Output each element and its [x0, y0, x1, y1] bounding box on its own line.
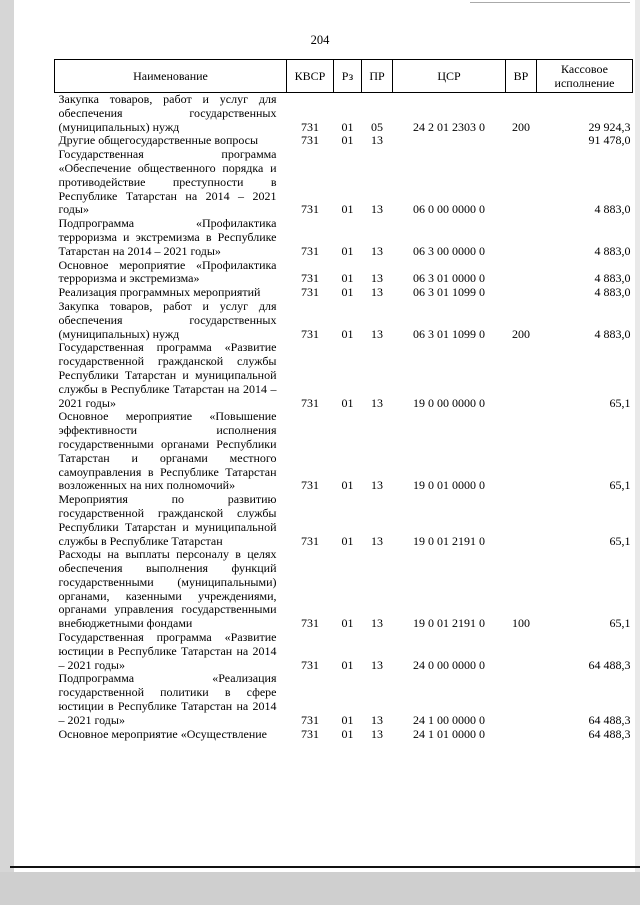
cell-rz: 01	[341, 133, 354, 148]
header-kvsr: КВСР	[287, 60, 334, 93]
cell-amount: 64 488,3	[588, 726, 631, 741]
cell-csr: 19 0 01 0000 0	[413, 478, 485, 493]
cell-amount: 4 883,0	[594, 202, 631, 217]
table-row	[55, 148, 633, 217]
header-csr: ЦСР	[393, 60, 506, 93]
cell-kvsr: 731	[301, 616, 319, 631]
scan-top-mark	[470, 2, 630, 5]
cell-rz: 01	[341, 395, 354, 410]
cell-pr: 13	[371, 712, 383, 727]
cell-kvsr: 731	[301, 533, 319, 548]
cell-vr: 200	[512, 326, 530, 341]
cell-vr	[506, 410, 537, 493]
cell-csr: 06 3 00 0000 0	[413, 243, 485, 258]
header-vr: ВР	[506, 60, 537, 93]
cell-vr	[506, 259, 537, 287]
cell-rz: 01	[341, 657, 354, 672]
cell-kvsr: 731	[301, 712, 319, 727]
cell-amount: 65,1	[609, 395, 631, 410]
cell-rz: 01	[341, 478, 354, 493]
cell-csr: 24 1 01 0000 0	[413, 726, 485, 741]
cell-csr: 24 1 00 0000 0	[413, 712, 485, 727]
table-row	[55, 259, 633, 287]
budget-execution-table	[54, 59, 633, 741]
cell-name: Основное мероприятие «Повышение эффективности исполнения государственными органами Республики Татарстан и органами местного самоуправления в Республике Татарстан возложенных на них полномочий»	[58, 409, 277, 493]
cell-pr: 13	[371, 395, 383, 410]
cell-csr: 24 2 01 2303 0	[413, 119, 485, 134]
cell-csr: 19 0 01 2191 0	[413, 533, 485, 548]
scan-edge-right	[635, 0, 640, 905]
cell-csr	[393, 134, 506, 148]
cell-amount: 64 488,3	[588, 712, 631, 727]
cell-amount: 4 883,0	[594, 271, 631, 286]
cell-name: Мероприятия по развитию государственной гражданской службы Республики Татарстан и муниципальной службы в Республике Татарстан	[58, 492, 277, 548]
cell-amount: 65,1	[609, 533, 631, 548]
header-amount: Кассовое исполнение	[537, 60, 633, 93]
cell-kvsr: 731	[301, 395, 319, 410]
cell-pr: 13	[371, 133, 383, 148]
cell-csr: 06 3 01 0000 0	[413, 271, 485, 286]
cell-kvsr: 731	[301, 133, 319, 148]
cell-pr: 13	[371, 657, 383, 672]
cell-kvsr: 731	[301, 285, 319, 300]
cell-pr: 13	[371, 243, 383, 258]
table-row	[55, 341, 633, 410]
cell-rz: 01	[341, 616, 354, 631]
cell-name: Основное мероприятие «Осуществление	[58, 726, 268, 741]
cell-name: Подпрограмма «Реализация государственной политики в сфере юстиции в Республике Татарстан на 2014 – 2021 годы»	[58, 671, 277, 727]
cell-name: Государственная программа «Развитие юстиции в Республике Татарстан на 2014 – 2021 годы»	[58, 630, 277, 672]
cell-name: Закупка товаров, работ и услуг для обеспечения государственных (муниципальных) нужд	[58, 92, 277, 134]
table-row	[55, 672, 633, 727]
cell-rz: 01	[341, 271, 354, 286]
cell-pr: 13	[371, 478, 383, 493]
cell-pr: 13	[371, 285, 383, 300]
cell-kvsr: 731	[301, 271, 319, 286]
scan-edge-bottom	[0, 872, 640, 905]
cell-kvsr: 731	[301, 202, 319, 217]
header-pr: ПР	[362, 60, 393, 93]
cell-kvsr: 731	[301, 478, 319, 493]
cell-rz: 01	[341, 243, 354, 258]
cell-name: Государственная программа «Обеспечение общественного порядка и противодействие преступности в Республике Татарстан на 2014 – 2021 годы»	[58, 147, 277, 217]
footer-rule	[10, 866, 640, 868]
cell-vr: 100	[512, 616, 530, 631]
table-header-row	[55, 60, 633, 93]
cell-kvsr: 731	[301, 243, 319, 258]
table-row	[55, 728, 633, 742]
cell-pr: 13	[371, 533, 383, 548]
header-name: Наименование	[55, 60, 287, 93]
cell-amount: 65,1	[609, 616, 631, 631]
cell-amount: 4 883,0	[594, 285, 631, 300]
cell-name: Расходы на выплаты персоналу в целях обеспечения выполнения функций государственными (муниципальными) органами, казенными учреждениями, органами управления государственными внебюджетными фондами	[58, 547, 277, 631]
cell-rz: 01	[341, 285, 354, 300]
table-row	[55, 134, 633, 148]
table-row	[55, 300, 633, 341]
cell-amount: 64 488,3	[588, 657, 631, 672]
cell-pr: 13	[371, 202, 383, 217]
table-row	[55, 286, 633, 300]
cell-vr	[506, 341, 537, 410]
cell-amount: 65,1	[609, 478, 631, 493]
cell-rz: 01	[341, 326, 354, 341]
table-row	[55, 631, 633, 672]
cell-vr	[506, 148, 537, 217]
cell-csr: 06 3 01 1099 0	[413, 326, 485, 341]
header-rz: Рз	[334, 60, 362, 93]
cell-csr: 06 3 01 1099 0	[413, 285, 485, 300]
cell-pr: 13	[371, 271, 383, 286]
cell-csr: 24 0 00 0000 0	[413, 657, 485, 672]
cell-vr	[506, 728, 537, 742]
cell-kvsr: 731	[301, 657, 319, 672]
table-body	[55, 93, 633, 742]
cell-name: Подпрограмма «Профилактика терроризма и экстремизма в Республике Татарстан на 2014 – 2021 годы»	[58, 216, 277, 258]
cell-vr	[506, 286, 537, 300]
cell-amount: 91 478,0	[588, 133, 631, 148]
cell-kvsr: 731	[301, 119, 319, 134]
cell-csr: 06 0 00 0000 0	[413, 202, 485, 217]
cell-amount: 4 883,0	[594, 326, 631, 341]
cell-vr	[506, 672, 537, 727]
cell-name: Другие общегосударственные вопросы	[58, 133, 259, 148]
cell-csr: 19 0 01 2191 0	[413, 616, 485, 631]
table-row	[55, 93, 633, 135]
cell-pr: 13	[371, 326, 383, 341]
cell-pr: 13	[371, 726, 383, 741]
cell-vr: 200	[512, 119, 530, 134]
cell-vr	[506, 631, 537, 672]
cell-name: Основное мероприятие «Профилактика терроризма и экстремизма»	[58, 257, 277, 286]
cell-rz: 01	[341, 202, 354, 217]
table-row	[55, 548, 633, 631]
cell-csr: 19 0 00 0000 0	[413, 395, 485, 410]
cell-rz: 01	[341, 712, 354, 727]
cell-rz: 01	[341, 726, 354, 741]
cell-vr	[506, 134, 537, 148]
cell-rz: 01	[341, 533, 354, 548]
cell-vr	[506, 217, 537, 258]
cell-name: Реализация программных мероприятий	[58, 285, 261, 300]
cell-amount: 4 883,0	[594, 243, 631, 258]
cell-kvsr: 731	[301, 726, 319, 741]
table-row	[55, 217, 633, 258]
cell-pr: 05	[371, 119, 383, 134]
cell-vr	[506, 493, 537, 548]
scan-edge-left	[0, 0, 14, 905]
cell-kvsr: 731	[301, 326, 319, 341]
page-number: 204	[310, 33, 330, 47]
table-row	[55, 493, 633, 548]
cell-amount: 29 924,3	[588, 119, 631, 134]
cell-name: Закупка товаров, работ и услуг для обеспечения государственных (муниципальных) нужд	[58, 298, 277, 341]
cell-rz: 01	[341, 119, 354, 134]
cell-pr: 13	[371, 616, 383, 631]
table-row	[55, 410, 633, 493]
cell-name: Государственная программа «Развитие государственной гражданской службы Республики Татарстан и муниципальной службы в Республике Татарстан на 2014 – 2021 годы»	[58, 340, 277, 410]
